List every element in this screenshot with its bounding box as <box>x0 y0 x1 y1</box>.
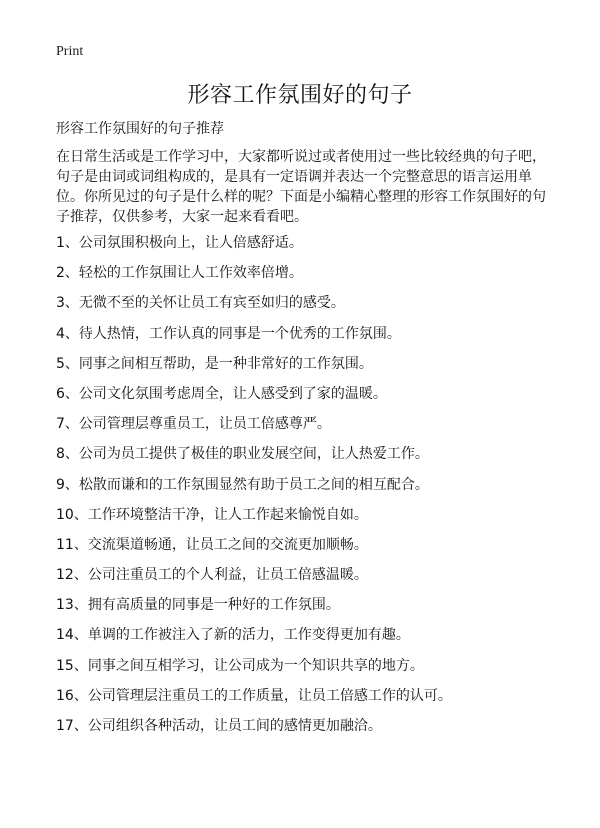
list-item: 5、同事之间相互帮助，是一种非常好的工作氛围。 <box>56 355 373 372</box>
list-item: 2、轻松的工作氛围让人工作效率倍增。 <box>56 265 303 282</box>
sentence-list <box>56 233 452 746</box>
list-item: 15、同事之间互相学习，让公司成为一个知识共享的地方。 <box>56 657 424 674</box>
list-item: 8、公司为员工提供了极佳的职业发展空间，让人热爱工作。 <box>56 446 429 463</box>
list-item: 7、公司管理层尊重员工，让员工倍感尊严。 <box>56 416 331 433</box>
list-item: 10、工作环境整洁干净，让人工作起来愉悦自如。 <box>56 506 368 523</box>
list-item: 16、公司管理层注重员工的工作质量，让员工倍感工作的认可。 <box>56 687 452 704</box>
list-item: 11、交流渠道畅通，让员工之间的交流更加顺畅。 <box>56 536 368 553</box>
list-item: 17、公司组织各种活动，让员工间的感情更加融洽。 <box>56 718 382 734</box>
list-item: 3、无微不至的关怀让员工有宾至如归的感受。 <box>56 295 345 312</box>
list-item: 1、公司氛围积极向上，让人倍感舒适。 <box>56 235 303 251</box>
list-item: 4、待人热情，工作认真的同事是一个优秀的工作氛围。 <box>56 325 401 342</box>
list-item: 9、松散而谦和的工作氛围显然有助于员工之间的相互配合。 <box>56 476 429 493</box>
subtitle: 形容工作氛围好的句子推荐 <box>56 121 224 137</box>
list-item: 14、单调的工作被注入了新的活力，工作变得更加有趣。 <box>56 627 410 644</box>
page-title: 形容工作氛围好的句子 <box>187 83 413 108</box>
list-item: 6、公司文化氛围考虑周全，让人感受到了家的温暖。 <box>56 385 387 402</box>
list-item: 13、拥有高质量的同事是一种好的工作氛围。 <box>56 597 340 614</box>
print-link[interactable]: Print <box>56 44 84 59</box>
list-item: 12、公司注重员工的个人利益，让员工倍感温暖。 <box>56 567 368 584</box>
intro-paragraph: 在日常生活或是工作学习中，大家都听说过或者使用过一些比较经典的句子吧，句子是由词或词组构成的，是具有一定语调并表达一个完整意思的语言运用单位。你所见过的句子是什么样的呢？下面是小编精心整理的形容工作氛围好的句子推荐，仅供参考，大家一起来看看吧。 <box>56 149 546 225</box>
